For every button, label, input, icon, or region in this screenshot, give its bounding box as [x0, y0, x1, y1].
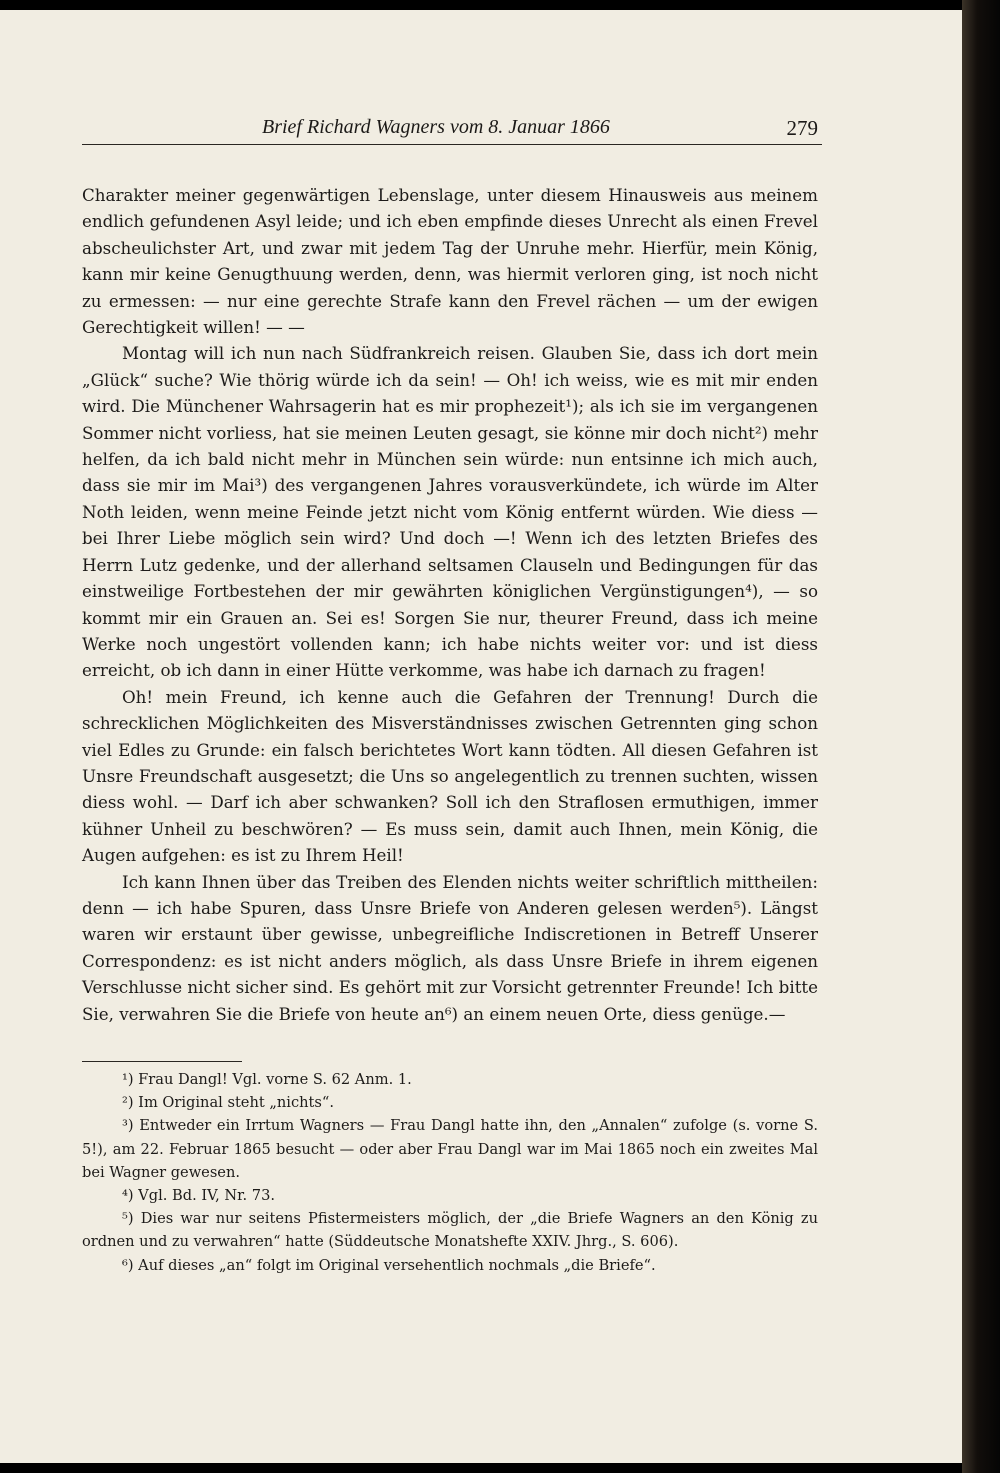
footnote: ⁵) Dies war nur seitens Pfistermeisters möglich, der „die Briefe Wagners an den König zu ordnen und zu verwahren“ hatte (Süddeutsche Monatshefte XXIV. Jhrg., S. 606).: [82, 1210, 818, 1251]
footnote: ⁴) Vgl. Bd. IV, Nr. 73.: [122, 1187, 276, 1205]
body-text: [82, 182, 818, 1027]
footnotes: [82, 1068, 818, 1277]
footnote: ³) Entweder ein Irrtum Wagners — Frau Dangl hatte ihn, den „Annalen“ zufolge (s. vorne S. 5!), am 22. Februar 1865 besucht — oder aber Frau Dangl war im Mai 1865 noch ein zweites Mal bei Wagner gewesen.: [82, 1117, 818, 1181]
running-head: Brief Richard Wagners vom 8. Januar 1866: [262, 116, 610, 138]
paragraph: Montag will ich nun nach Südfrankreich reisen. Glauben Sie, dass ich dort mein „Glück“ suche? Wie thörig würde ich da sein! — Oh! ich weiss, wie es mit mir enden wird. Die Münchener Wahrsagerin hat es mir prophezeit¹); als ich sie im vergangenen Sommer nicht vorliess, hat sie meinen Leuten gesagt, sie könne mir doch nicht²) mehr helfen, da ich bald nicht mehr in München sein würde: nun entsinne ich mich auch, dass sie mir im Mai³) des vergangenen Jahres vorausverkündete, ich würde im Alter Noth leiden, wenn meine Feinde jetzt nicht vom König entfernt würden. Wie diess — bei Ihrer Liebe möglich sein wird? Und doch —! Wenn ich des letzten Briefes des Herrn Lutz gedenke, und der allerhand seltsamen Clauseln und Bedingungen für das einstweilige Fortbestehen der mir gewährten königlichen Vergünstigungen⁴), — so kommt mir ein Grauen an. Sei es! Sorgen Sie nur, theurer Freund, dass ich meine Werke noch ungestört vollenden kann; ich habe nichts weiter vor: und ist diess erreicht, ob ich dann in einer Hütte verkomme, was habe ich darnach zu fragen!: [82, 343, 818, 681]
paragraph: Ich kann Ihnen über das Treiben des Elenden nichts weiter schriftlich mittheilen: denn — ich habe Spuren, dass Unsre Briefe von Anderen gelesen werden⁵). Längst waren wir erstaunt über gewisse, unbegreifliche Indiscretionen in Betreff Unserer Correspondenz: es ist nicht anders möglich, als dass Unsre Briefe in ihrem eigenen Verschlusse nicht sicher sind. Es gehört mit zur Vorsicht getrennter Freunde! Ich bitte Sie, verwahren Sie die Briefe von heute an⁶) an einem neuen Orte, diess genüge.—: [82, 871, 818, 1024]
paragraph: Charakter meiner gegenwärtigen Lebenslage, unter diesem Hinausweis aus meinem endlich gefundenen Asyl leide; und ich eben empfinde dieses Unrecht als einen Frevel abscheulichster Art, und zwar mit jedem Tag der Unruhe mehr. Hierfür, mein König, kann mir keine Genugthuung werden, denn, was hiermit verloren ging, ist noch nicht zu ermessen: — nur eine gerechte Strafe kann den Frevel rächen — um der ewigen Gerechtigkeit willen! — —: [82, 185, 818, 338]
page-header: [82, 106, 822, 145]
footnote: ²) Im Original steht „nichts“.: [122, 1094, 334, 1112]
footnote: ¹) Frau Dangl! Vgl. vorne S. 62 Anm. 1.: [122, 1071, 412, 1088]
footnote-divider: [82, 1061, 242, 1062]
footnote: ⁶) Auf dieses „an“ folgt im Original versehentlich nochmals „die Briefe“.: [122, 1256, 656, 1274]
scan-border: [962, 0, 1000, 1473]
book-page: [0, 10, 962, 1463]
paragraph: Oh! mein Freund, ich kenne auch die Gefahren der Trennung! Durch die schrecklichen Möglichkeiten des Misverständnisses zwischen Getrennten ging schon viel Edles zu Grunde: ein falsch berichtetes Wort kann tödten. All diesen Gefahren ist Unsre Freundschaft ausgesetzt; die Uns so angelegentlich zu trennen suchten, wissen diess wohl. — Darf ich aber schwanken? Soll ich den Straflosen ermuthigen, immer kühner Unheil zu beschwören? — Es muss sein, damit auch Ihnen, mein König, die Augen aufgehen: es ist zu Ihrem Heil!: [82, 686, 818, 866]
page-number: 279: [786, 116, 818, 140]
